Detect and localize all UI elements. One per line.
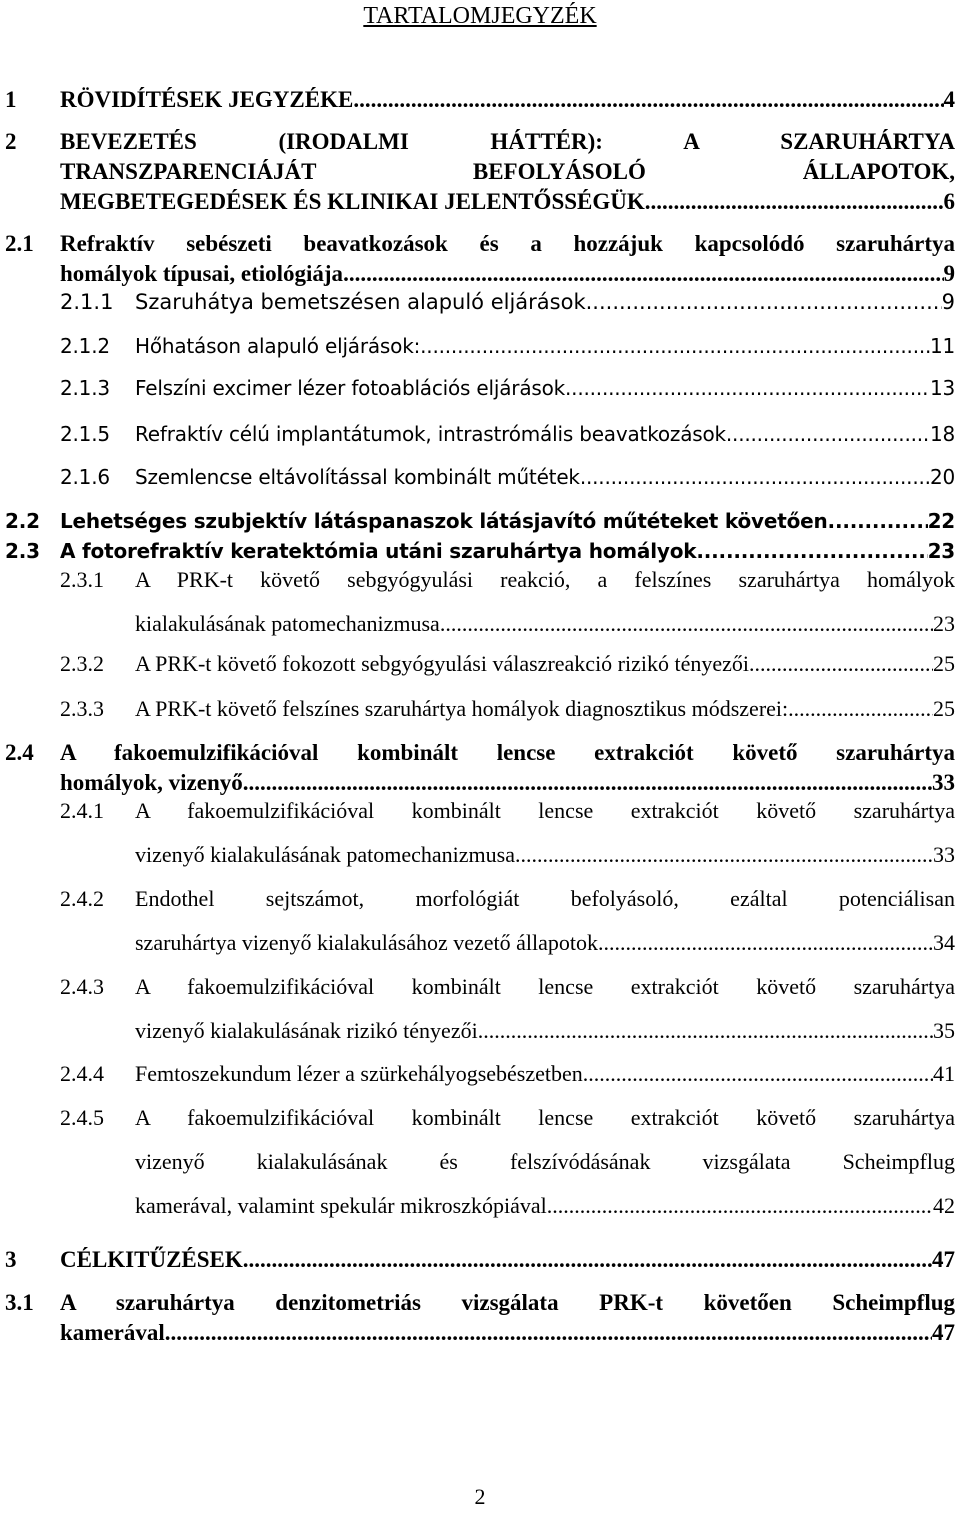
toc-entry-text: kialakulásának patomechanizmusa <box>135 611 440 636</box>
dot-leader <box>726 419 930 449</box>
toc-entry-number: 2.1 <box>5 231 34 256</box>
toc-entry-text: vizenyő kialakulásának rizikó tényezői <box>135 1018 478 1043</box>
toc-entry-text: RÖVIDÍTÉSEK JEGYZÉKE <box>60 87 354 112</box>
toc-entry-text: kamerával <box>60 1320 165 1345</box>
toc-entry-page: 34 <box>933 930 955 955</box>
toc-entry-text: A PRK-t követő felszínes szaruhártya homályok diagnosztikus módszerei: <box>135 696 789 721</box>
toc-entry-text: A PRK-t követő fokozott sebgyógyulási válaszreakció rizikó tényezői <box>135 651 750 676</box>
toc-entry-page: 42 <box>933 1193 955 1218</box>
toc-entry-number: 2.4.4 <box>60 1061 104 1086</box>
toc-entry-number: 2 <box>5 129 17 154</box>
dot-leader <box>828 506 928 536</box>
toc-entry-text: Szemlencse eltávolítással kombinált műtétek <box>135 465 580 489</box>
toc-entry-text: Refraktív célú implantátumok, intrastrómális beavatkozások <box>135 422 726 446</box>
toc-entry-number: 2.1.6 <box>60 465 110 489</box>
toc-entry-text: A fakoemulzifikációval kombinált lencse extrakciót követő szaruhártya <box>135 1105 955 1130</box>
toc-entry-page: 13 <box>929 376 955 400</box>
dot-leader <box>788 694 933 724</box>
dot-leader <box>583 1059 933 1089</box>
toc-entry-text: CÉLKITŰZÉSEK <box>60 1247 243 1272</box>
dot-leader <box>420 331 930 361</box>
toc-entry-number: 2.1.1 <box>60 290 114 314</box>
toc-entry-page: 11 <box>929 334 955 358</box>
toc-entry-text: TRANSZPARENCIÁJÁT BEFOLYÁSOLÓ ÁLLAPOTOK, <box>60 159 955 184</box>
toc-entry-text: homályok, vizenyő <box>60 770 243 795</box>
toc-entry-text: Refraktív sebészeti beavatkozások és a hozzájuk kapcsolódó szaruhártya <box>60 231 955 256</box>
toc-title: TARTALOMJEGYZÉK <box>363 3 597 29</box>
dot-leader <box>749 649 933 679</box>
toc-entry-page: 18 <box>929 422 955 446</box>
toc-entry-text: szaruhártya vizenyő kialakulásához vezető állapotok <box>135 930 599 955</box>
toc-entry-page: 20 <box>929 465 955 489</box>
toc-entry-text: A PRK-t követő sebgyógyulási reakció, a felszínes szaruhártya homályok <box>135 567 955 592</box>
toc-entry-page: 33 <box>933 842 955 867</box>
toc-entry-text: A fotorefraktív keratektómia utáni szaruhártya homályok <box>60 539 697 563</box>
toc-entry-page: 23 <box>933 611 955 636</box>
toc-entry-text: Felszíni excimer lézer fotoablációs eljárások <box>135 376 566 400</box>
toc-entry-page: 41 <box>933 1061 955 1086</box>
toc-entry-page: 9 <box>941 290 955 314</box>
toc-entry-number: 2.4.2 <box>60 886 104 911</box>
dot-leader <box>547 1191 933 1221</box>
dot-leader <box>165 1318 932 1348</box>
toc-entry-text: Hőhatáson alapuló eljárások: <box>135 334 421 358</box>
toc-entry-number: 2.3.1 <box>60 567 104 592</box>
dot-leader <box>353 85 943 115</box>
toc-entry-number: 2.3.3 <box>60 696 104 721</box>
toc-entry-page: 23 <box>927 539 955 563</box>
toc-entry-text: vizenyő kialakulásának patomechanizmusa <box>135 842 515 867</box>
toc-entry-number: 2.4 <box>5 740 34 765</box>
toc-entry-page: 47 <box>932 1320 955 1345</box>
toc-entry-number: 2.1.5 <box>60 422 110 446</box>
toc-entry-number: 1 <box>5 87 17 112</box>
dot-leader <box>515 840 933 870</box>
toc-entry-text: Lehetséges szubjektív látáspanaszok látásjavító műtéteket követően <box>60 509 828 533</box>
page-number: 2 <box>474 1484 486 1509</box>
toc-entry-text: A fakoemulzifikációval kombinált lencse extrakciót követő szaruhártya <box>135 798 955 823</box>
toc-entry-number: 2.2 <box>5 509 40 533</box>
toc-entry-text: A fakoemulzifikációval kombinált lencse extrakciót követő szaruhártya <box>60 740 955 765</box>
toc-entry-number: 2.4.1 <box>60 798 104 823</box>
toc-entry-page: 33 <box>932 770 955 795</box>
dot-leader <box>565 373 930 403</box>
toc-entry-text: Endothel sejtszámot, morfológiát befolyásoló, ezáltal potenciálisan <box>135 886 955 911</box>
toc-entry-text: kamerával, valamint spekulár mikroszkópiával <box>135 1193 547 1218</box>
toc-entry-page: 35 <box>933 1018 955 1043</box>
dot-leader <box>645 187 944 217</box>
toc-entry-text: vizenyő kialakulásának és felszívódásának vizsgálata Scheimpflug <box>135 1149 955 1174</box>
dot-leader <box>343 259 943 289</box>
dot-leader <box>478 1016 933 1046</box>
toc-entry-text: homályok típusai, etiológiája <box>60 261 344 286</box>
toc-entry-text: A fakoemulzifikációval kombinált lencse extrakciót követő szaruhártya <box>135 974 955 999</box>
toc-entry-page: 22 <box>927 509 955 533</box>
toc-entry-text: Szaruhátya bemetszésen alapuló eljárások <box>135 290 586 314</box>
toc-entry-page: 9 <box>943 261 955 286</box>
dot-leader <box>696 536 927 566</box>
dot-leader <box>580 462 930 492</box>
toc-entry-text: BEVEZETÉS (IRODALMI HÁTTÉR): A SZARUHÁRTYA <box>60 129 955 154</box>
toc-entry-number: 2.4.3 <box>60 974 104 999</box>
dot-leader <box>598 928 933 958</box>
toc-entry-number: 2.1.3 <box>60 376 110 400</box>
toc-entry-text: Femtoszekundum lézer a szürkehályogsebészetben <box>135 1061 583 1086</box>
dot-leader <box>586 287 942 317</box>
toc-entry-number: 2.1.2 <box>60 334 110 358</box>
toc-entry-text: MEGBETEGEDÉSEK ÉS KLINIKAI JELENTŐSSÉGÜK <box>60 189 645 214</box>
toc-entry-page: 25 <box>933 696 955 721</box>
toc-entry-number: 3.1 <box>5 1290 34 1315</box>
toc-entry-page: 4 <box>943 87 955 112</box>
toc-entry-page: 47 <box>932 1247 955 1272</box>
dot-leader <box>243 1245 932 1275</box>
dot-leader <box>440 609 933 639</box>
toc-entry-number: 2.3 <box>5 539 40 563</box>
toc-entry-number: 3 <box>5 1247 17 1272</box>
toc-entry-text: A szaruhártya denzitometriás vizsgálata PRK-t követően Scheimpflug <box>60 1290 955 1315</box>
dot-leader <box>243 768 932 798</box>
toc-entry-number: 2.3.2 <box>60 651 104 676</box>
toc-entry-page: 25 <box>933 651 955 676</box>
toc-entry-page: 6 <box>943 189 955 214</box>
toc-entry-number: 2.4.5 <box>60 1105 104 1130</box>
